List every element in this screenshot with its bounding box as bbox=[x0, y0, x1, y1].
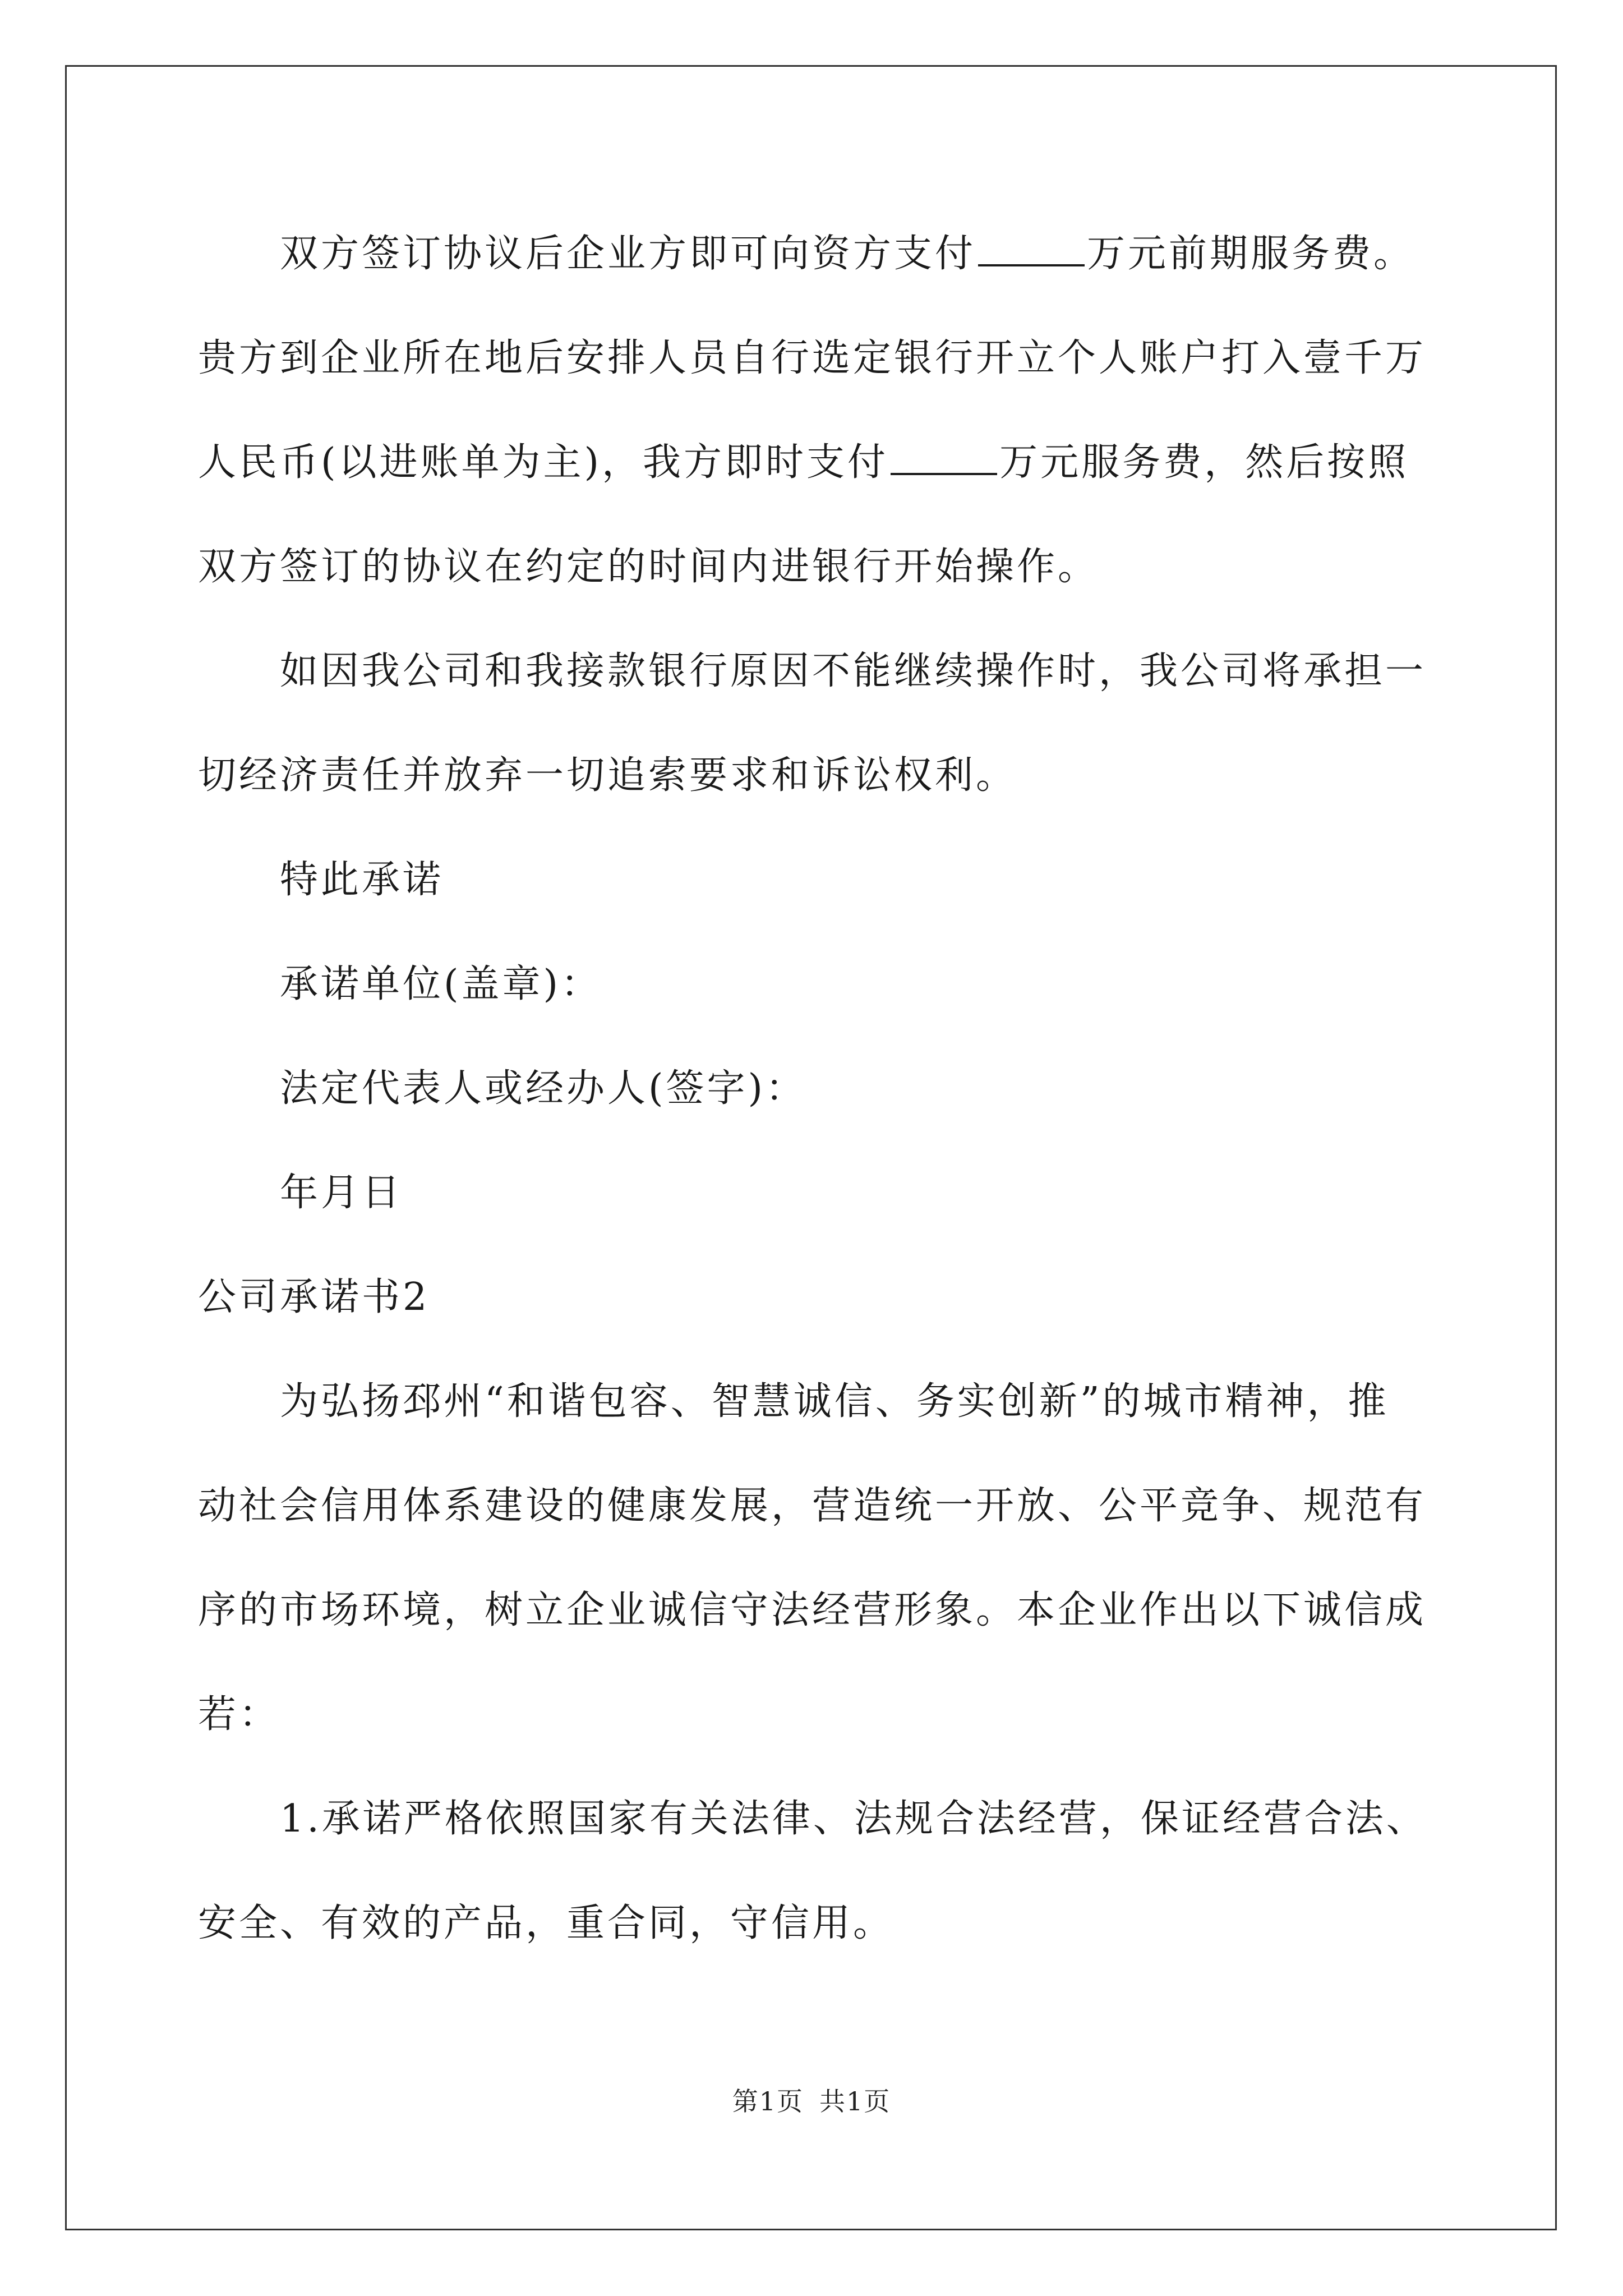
paragraph-1-line-4: 双方签订的协议在约定的时间内进银行开始操作。 bbox=[198, 545, 1099, 589]
paragraph-1-line-2: 贵方到企业所在地后安排人员自行选定银行开立个人账户打入壹千万 bbox=[198, 336, 1427, 380]
page-total: 共1页 bbox=[819, 2086, 891, 2116]
text-segment: 双方签订协议后企业方即可向资方支付 bbox=[280, 232, 976, 276]
text-segment: 人民币(以进账单为主)，我方即时支付 bbox=[198, 440, 889, 485]
paragraph-3-line-1: 为弘扬邳州“和谐包容、智慧诚信、务实创新”的城市精神，推 bbox=[280, 1379, 1389, 1424]
paragraph-3-line-3: 序的市场环境，树立企业诚信守法经营形象。本企业作出以下诚信成 bbox=[198, 1588, 1427, 1632]
paragraph-3-line-2: 动社会信用体系建设的健康发展，营造统一开放、公平竞争、规范有 bbox=[198, 1484, 1427, 1528]
paragraph-1-line-1 bbox=[198, 202, 1426, 306]
fill-in-blank bbox=[891, 441, 997, 475]
page-number: 第1页 bbox=[732, 2086, 804, 2116]
fill-in-blank bbox=[978, 233, 1085, 266]
paragraph-4-line-2: 安全、有效的产品，重合同，守信用。 bbox=[198, 1901, 895, 1945]
document-body bbox=[198, 202, 1426, 1976]
text-segment: 万元前期服务费。 bbox=[1087, 232, 1415, 276]
paragraph-2-line-1: 如因我公司和我接款银行原因不能继续操作时，我公司将承担一 bbox=[280, 649, 1427, 693]
page-footer bbox=[0, 2081, 1623, 2118]
section-heading: 公司承诺书2 bbox=[198, 1275, 430, 1319]
paragraph-1-line-3 bbox=[198, 411, 1426, 515]
paragraph-4-line-1: 1.承诺严格依照国家有关法律、法规合法经营，保证经营合法、 bbox=[280, 1797, 1427, 1841]
signature-date: 年月日 bbox=[280, 1171, 403, 1215]
signature-unit: 承诺单位(盖章)： bbox=[280, 962, 602, 1006]
closing-statement: 特此承诺 bbox=[280, 858, 444, 902]
text-segment: 万元服务费，然后按照 bbox=[999, 440, 1409, 485]
signature-representative: 法定代表人或经办人(签字)： bbox=[280, 1066, 807, 1111]
paragraph-2-line-2: 切经济责任并放弃一切追索要求和诉讼权利。 bbox=[198, 753, 1017, 798]
paragraph-3-line-4: 若： bbox=[198, 1692, 280, 1737]
